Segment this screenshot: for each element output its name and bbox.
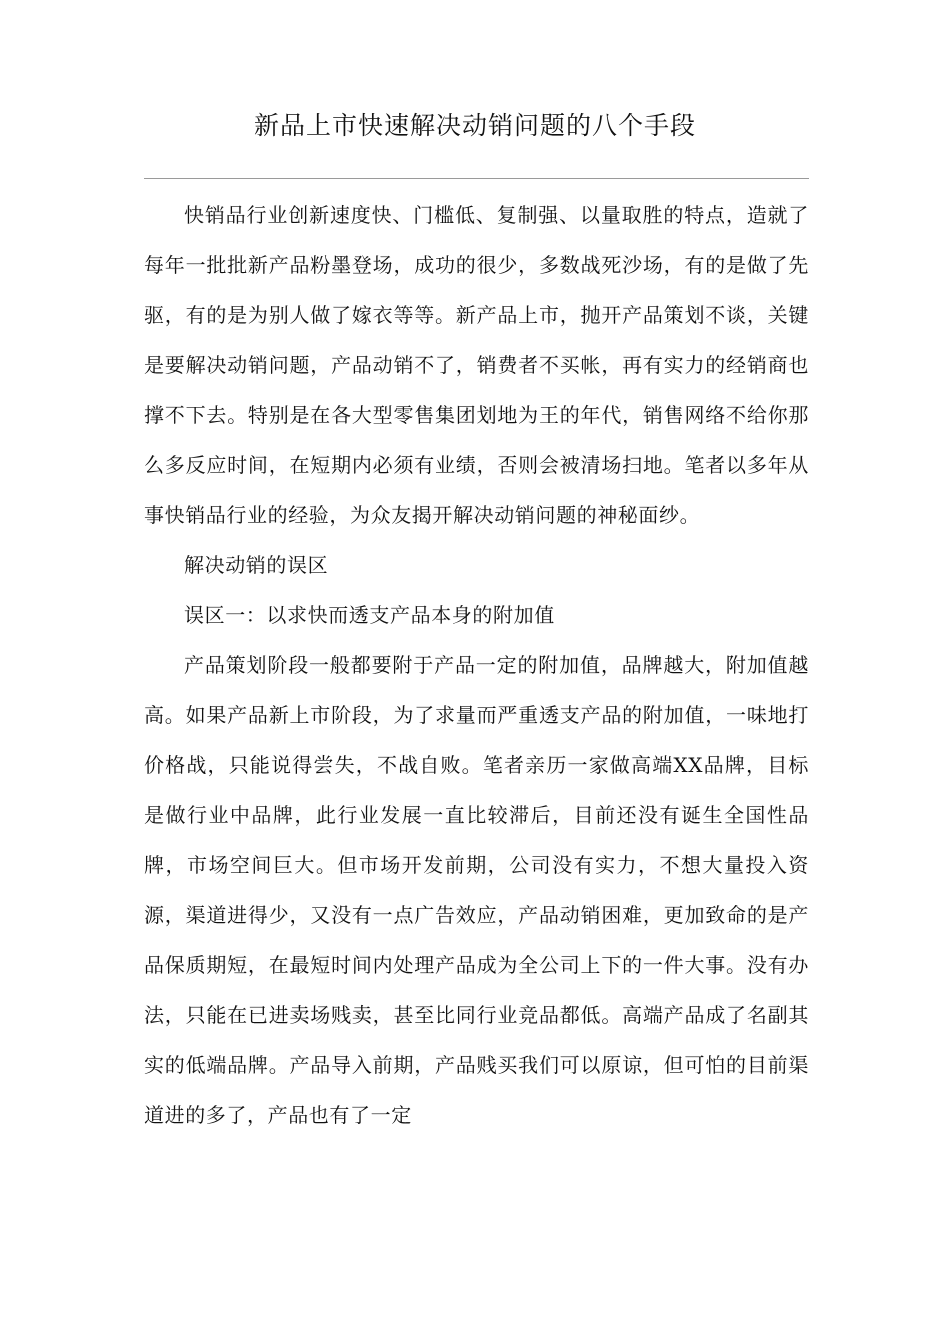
document-body: [144, 190, 809, 1140]
section-heading: 解决动销的误区: [184, 553, 329, 577]
intro-paragraph: 快销品行业创新速度快、门槛低、复制强、以量取胜的特点，造就了每年一批批新产品粉墨登场，成功的很少，多数战死沙场，有的是做了先驱，有的是为别人做了嫁衣等等。新产品上市，抛开产品策划不谈，关键是要解决动销问题，产品动销不了，销费者不买帐，再有实力的经销商也撑不下去。特别是在各大型零售集团划地为王的年代，销售网络不给你那么多反应时间，在短期内必须有业绩，否则会被清场扫地。笔者以多年从事快销品行业的经验，为众友揭开解决动销问题的神秘面纱。: [144, 203, 809, 527]
title-divider: [144, 178, 809, 179]
document-title: 新品上市快速解决动销问题的八个手段: [253, 111, 696, 140]
subsection-heading: 误区一：以求快而透支产品本身的附加值: [184, 603, 555, 627]
body-paragraph: 产品策划阶段一般都要附于产品一定的附加值，品牌越大，附加值越高。如果产品新上市阶段，为了求量而严重透支产品的附加值，一味地打价格战，只能说得尝失，不战自败。笔者亲历一家做高端XX品牌，目标是做行业中品牌，此行业发展一直比较滞后，目前还没有诞生全国性品牌，市场空间巨大。但市场开发前期，公司没有实力，不想大量投入资源，渠道进得少，又没有一点广告效应，产品动销困难，更加致命的是产品保质期短，在最短时间内处理产品成为全公司上下的一件大事。没有办法，只能在已进卖场贱卖，甚至比同行业竞品都低。高端产品成了名副其实的低端品牌。产品导入前期，产品贱买我们可以原谅，但可怕的目前渠道进的多了，产品也有了一定: [144, 653, 809, 1127]
